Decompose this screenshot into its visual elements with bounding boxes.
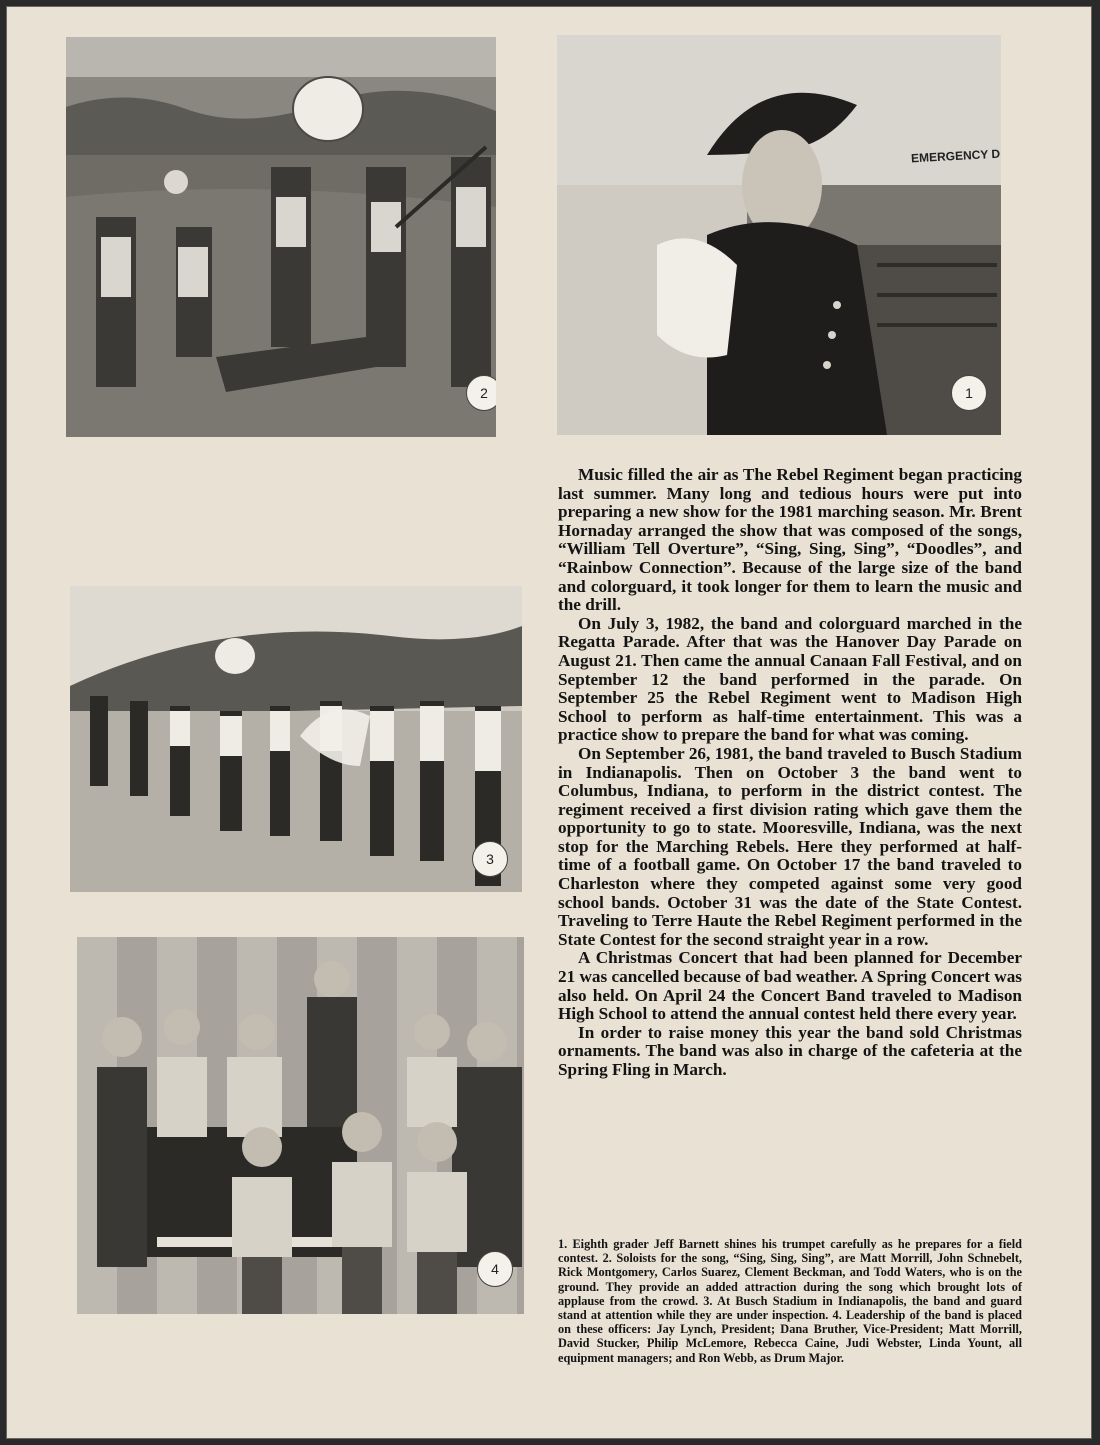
photo-number-badge: 1 [951,375,987,411]
article-paragraph: In order to raise money this year the band sold Christmas ornaments. The band was also in charge of the cafeteria at the Spring Fling in March. [558,1022,1022,1079]
article-paragraph: Music filled the air as The Rebel Regiment began practicing last summer. Many long and tedious hours were put into preparing a new show for the 1981 marching season. Mr. Brent Hornaday arranged the show that was composed of the songs, “William Tell Overture”, “Sing, Sing, Sing”, “Doodles”, and “Rainbow Connection”. Because of the large size of the band and colorguard, it took longer for them to learn the music and the drill. [558,465,1022,615]
photo-soloists-image [66,37,496,437]
yearbook-page [6,6,1092,1439]
article-body [558,466,1022,1080]
photo-trumpet-bus [557,35,1001,435]
photo-number-badge: 2 [466,375,496,411]
article-paragraph: A Christmas Concert that had been planned for December 21 was cancelled because of bad weather. A Spring Concert was also held. On April 24 the Concert Band traveled to Madison High School to attend the annual contest held there every year. [558,948,1022,1024]
article-paragraph: On July 3, 1982, the band and colorguard marched in the Regatta Parade. After that was the Hanover Day Parade on August 21. Then came the annual Canaan Fall Festival, and on September 12 the band performed in the parade. On September 25 the Rebel Regiment went to Madison High School to perform as half-time entertainment. This was a practice show to prepare the band for what was coming. [558,613,1022,745]
photo-busch-stadium-image [70,586,522,892]
photo-busch-stadium [70,586,522,892]
bus-emergency-sign: EMERGENCY D [910,146,1001,166]
photo-number-badge: 3 [472,841,508,877]
photo-band-officers [77,937,524,1314]
photo-number-badge: 4 [477,1251,513,1287]
photo-trumpet-bus-image [557,35,1001,435]
article-paragraph: On September 26, 1981, the band traveled to Busch Stadium in Indianapolis. Then on October 3 the band went to Columbus, Indiana, to perform in the district contest. The regiment received a first division rating which gave them the opportunity to go to state. Mooresville, Indiana, was the next stop for the Marching Rebels. Here they performed at half-time of a football game. On October 17 the band traveled to Charleston where they competed against some very good school bands. October 31 was the date of the State Contest. Traveling to Terre Haute the Rebel Regiment performed in the State Contest for the second straight year in a row. [558,743,1022,949]
caption-text: 1. Eighth grader Jeff Barnett shines his trumpet carefully as he prepares for a field contest. 2. Soloists for the song, “Sing, Sing, Sing”, are Matt Morrill, John Schnebelt, Rick Montgomery, Carlos Suarez, Clement Beckman, and Todd Waters, who is on the ground. They provide an added attraction during the song which brought lots of applause from the crowd. 3. At Busch Stadium in Indianapolis, the band and guard stand at attention while they are under inspection. 4. Leadership of the band is placed on these officers: Jay Lynch, President; Dana Bruther, Vice-President; Matt Morrill, David Stucker, Philip McLemore, Rebecca Caine, Judi Webster, Linda Yount, all equipment managers; and Ron Webb, as Drum Major. [558,1237,1022,1365]
photo-captions [558,1237,1022,1365]
photo-soloists [66,37,496,437]
photo-band-officers-image [77,937,524,1314]
